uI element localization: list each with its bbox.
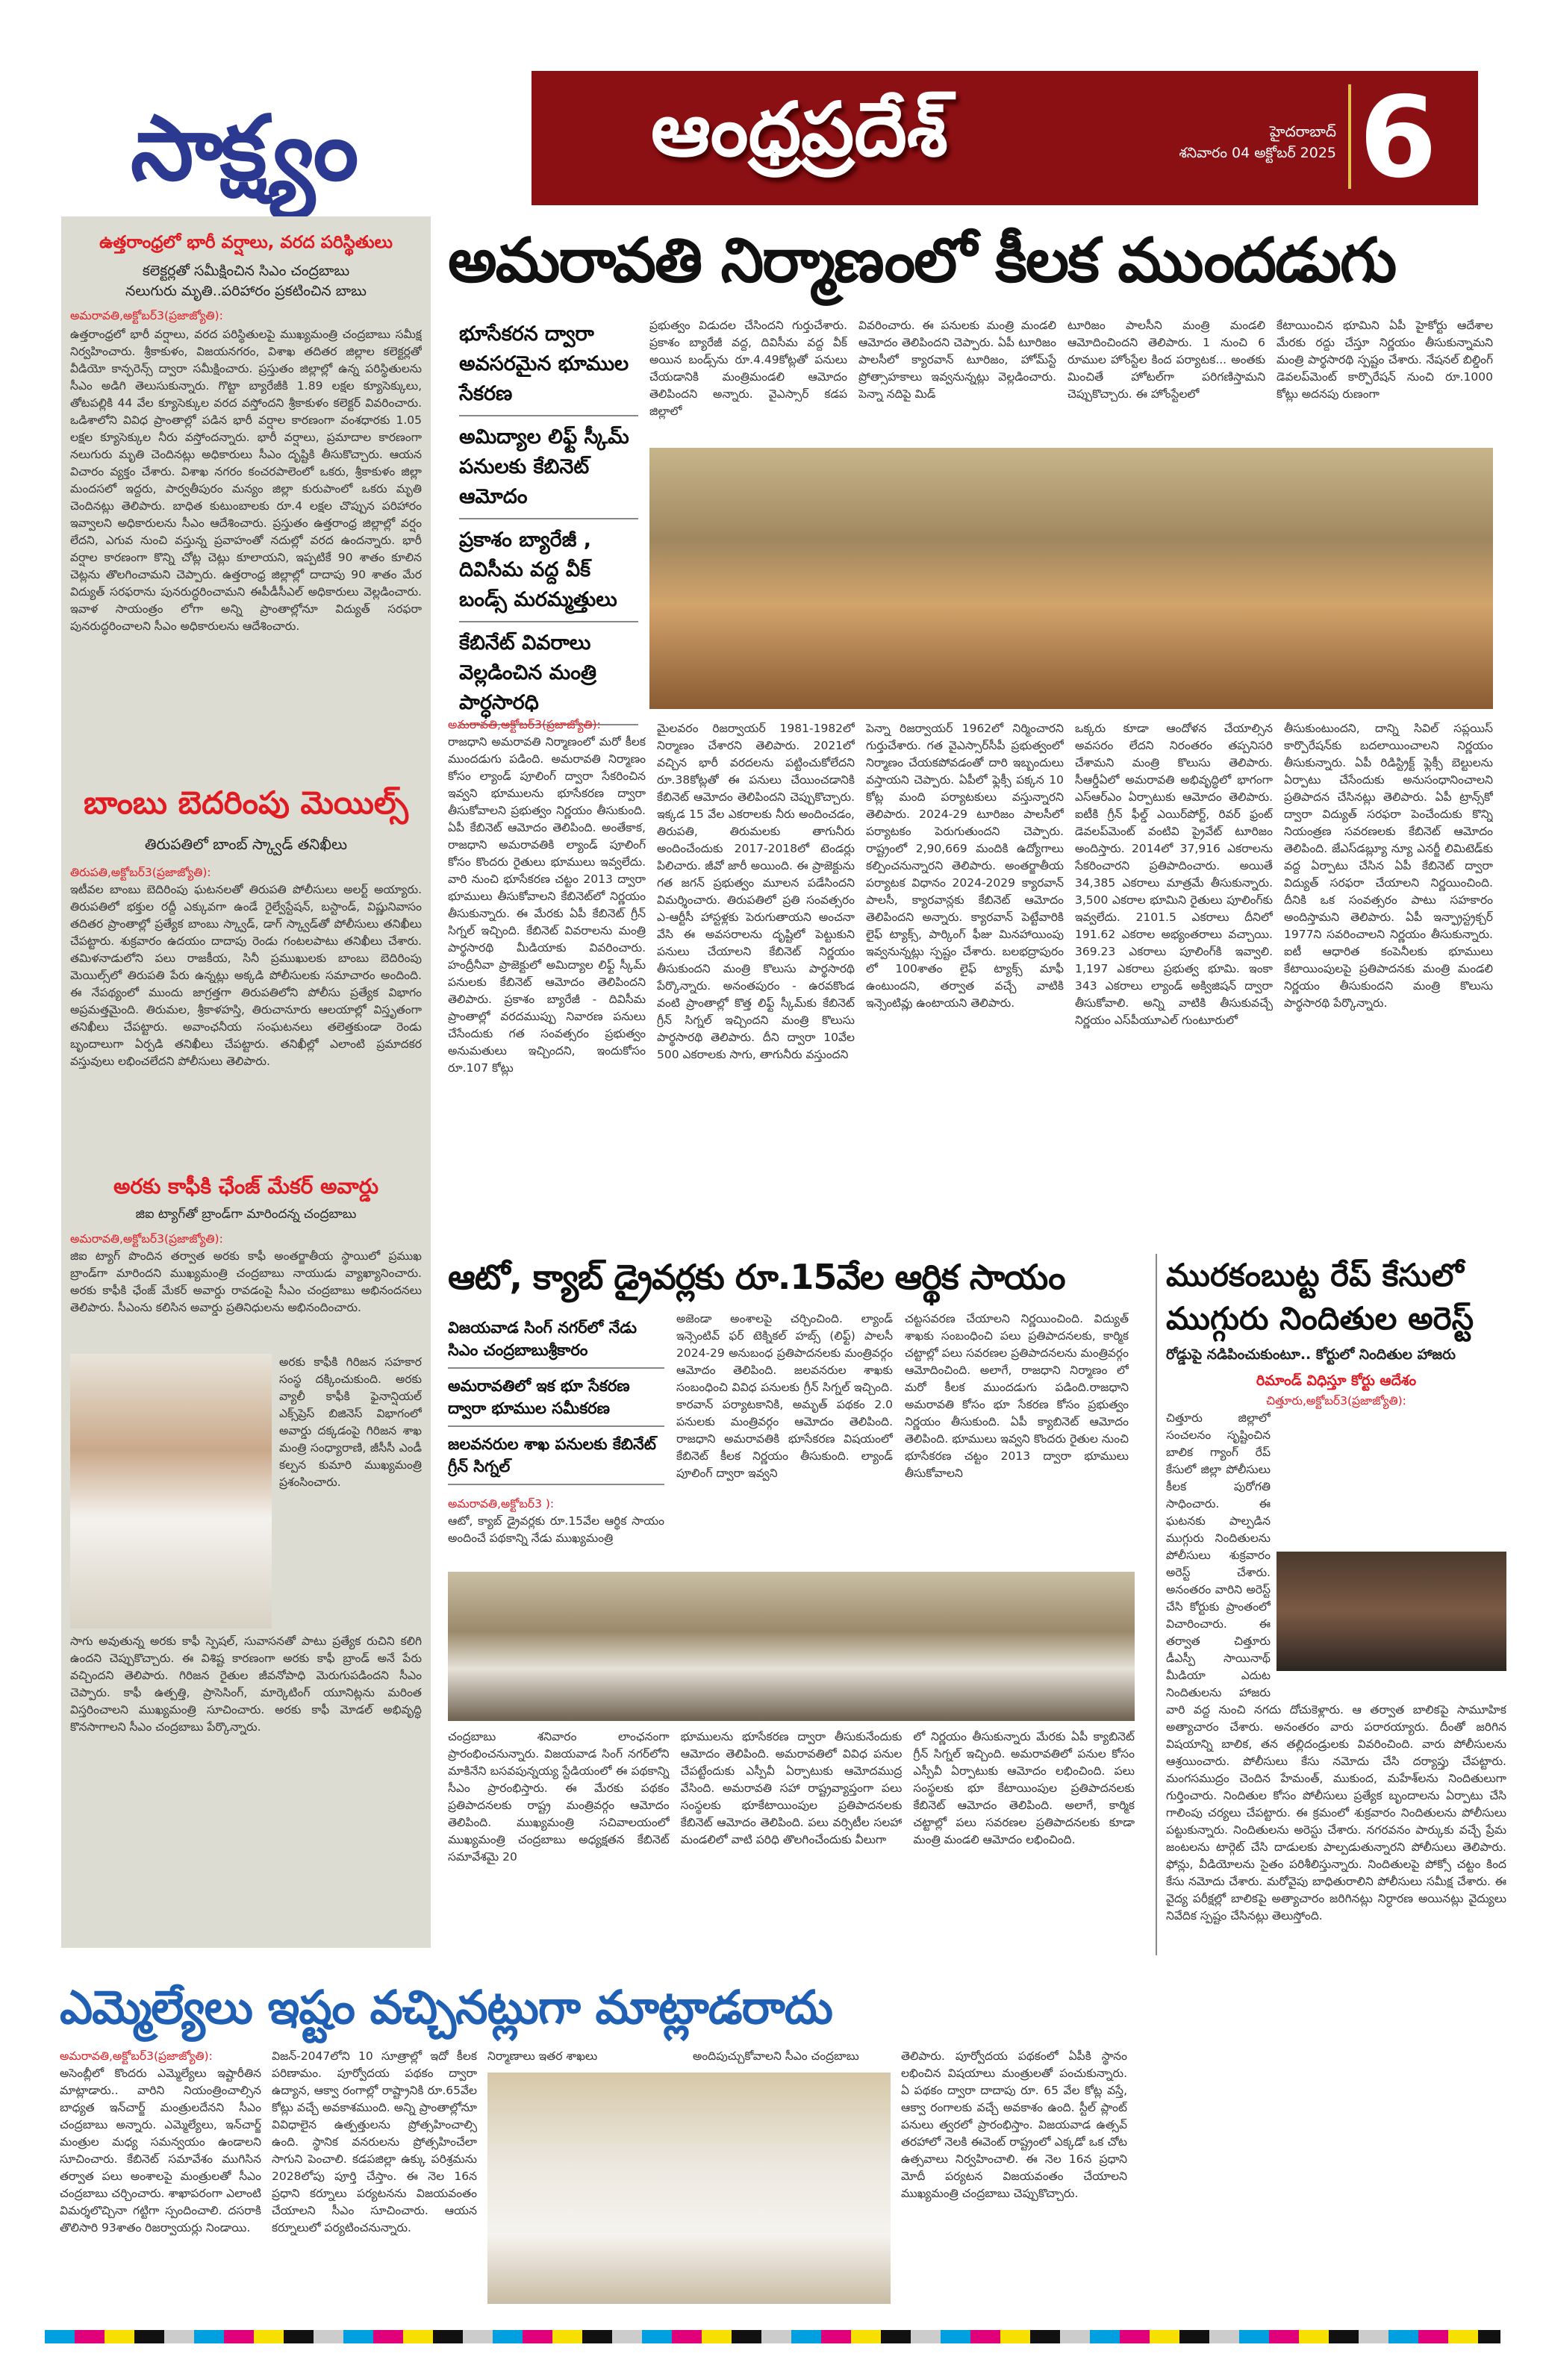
mla-column: అందిపుచ్చుకోవాలని సీఎం చంద్రబాబు: [693, 2049, 859, 2063]
story-headline: అరకు కాఫీకి ఛేంజ్ మేకర్ అవార్డు: [113, 1174, 379, 1199]
photo-chief-minister-speaking: [487, 2073, 891, 2304]
auto-subhead: అమరావతిలో ఇక భూ సేకరణ ద్వారా భూముల సమీకరణ: [448, 1369, 664, 1427]
auto-column: ఆటో, క్యాబ్ డ్రైవర్లకు రూ.15వేల ఆర్థిక సాయం అందించే పథకాన్ని నేడు ముఖ్యమంత్రి: [448, 1514, 664, 1545]
lead-headline: అమరావతి నిర్మాణంలో కీలక ముందడుగు: [448, 225, 1396, 296]
auto-subhead: విజయవాడ సింగ్ నగర్‌లో నేడు సిఎం చంద్రబాబుశ్రీకారం: [448, 1311, 664, 1369]
edition-city: హైదరాబాద్: [1269, 122, 1336, 140]
lead-column: పెన్నా రిజర్వాయర్ 1962లో నిర్మించారని గుర్తుచేశారు. గత వైఎస్సార్‌సీపీ ప్రభుత్వంలో నిర్మాణం చేయకపోవడంతో దారి ఇబ్బందులు వస్తాయని చెప్పారు. ఏపీలో ఫ్లెక్సీ పక్కన 10 కోట్ల మంది పర్యాటకులు వస్తున్నారని తెలిపారు. 2024-29 టూరిజం పాలసీలో పర్యాటకం పెరుగుతుందని చెప్పారు. రాష్ట్రంలో 2,90,669 మందికి ఉద్యోగాలు కల్పించనున్నారని తెలిపారు. అంతర్జాతీయ పర్యాటక విధానం 2024-2029 క్యారవాన్ పాలసీ, క్యారవాన్లకు కేబినెట్ ఆమోదం తెలిపిందని అన్నారు. క్యారవాన్ పెట్టేవారికి లైఫ్ ట్యాక్స్, పార్కింగ్ ఫీజు మినహాయింపు ఇవ్వనున్నట్లు స్పష్టం చేశారు. బలభద్రాపురం లో 100శాతం లైఫ్ ట్యాక్స్ మాఫీ ఉంటుందని, తర్వాత వచ్చే వాటికి ఇన్సెంటివ్లు ఉంటాయని తెలిపారు.: [866, 722, 1064, 1010]
story-body: జిఐ ట్యాగ్ పొందిన తర్వాత అరకు కాఫీ అంతర్జాతీయ స్థాయిలో ప్రముఖ బ్రాండ్‌గా మారిందని ముఖ్యమంత్రి చంద్రబాబు నాయుడు వ్యాఖ్యానించారు. అరకు కాఫీకి ఛేంజ్ మేకర్ అవార్డు రావడంపై సీఎం చంద్రబాబు అభినందనలు తెలిపారు. సీఎంను కలిసిన అవార్డు ప్రతినిధులను అభినందించారు.: [70, 1249, 422, 1314]
edition-date: శనివారం 04 అక్టోబర్ 2025: [1179, 145, 1336, 161]
section-title: ఆంధ్రప్రదేశ్: [651, 86, 948, 173]
auto-headline: ఆటో, క్యాబ్ డ్రైవర్లకు రూ.15వేల ఆర్థిక సాయం: [448, 1257, 1065, 1297]
story-subhead: జిఐ ట్యాగ్‌తో బ్రాండ్‌గా మారిందన్న చంద్రబాబు: [135, 1207, 357, 1222]
auto-column: చట్టసవరణ చేయాలని నిర్ణయించింది. విద్యుత్ శాఖకు సంబంధించి పలు ప్రతిపాదనలకు, కార్మిక చట్టాల్లో పలు సవరణల ప్రతిపాదనలను మంత్రివర్గం ఆమోదించింది. అలాగే, రాజధాని నిర్మాణం లో మరో కీలక ముందడుగు పడింది.రాజధాని అమరావతి కోసం భూ సేకరణ కోసం ప్రభుత్వం నిర్ణయం తీసుకుంది. ఏపీ క్యాబినెట్ ఆమోదం తెలిపింది. భూములు ఇవ్వని కొందరు రైతుల నుంచి భూసేకరణ చట్టం 2013 ద్వారా భూములు తీసుకోవాలని: [905, 1312, 1129, 1480]
dateline: తిరుపతి,అక్టోబర్3(ప్రజాజ్యోతి):: [70, 866, 211, 879]
lead-column: టూరిజం పాలసీని మంత్రి మండలి ఆమోదించిందని తెలిపారు. 1 నుంచి 6 రూముల హోంస్టేల కింద పర్యాటక... అంతకు మించితే హోటల్‌గా పరిగణిస్తామని చెప్పుకొచ్చారు. ఈ హోంస్టేలలో: [1067, 319, 1265, 401]
story-subhead: కలెక్టర్లతో సమీక్షించిన సిఎం చంద్రబాబు: [142, 263, 350, 279]
auto-story: [448, 1254, 1135, 1955]
story-subhead: నలుగురు మృతి..పరిహారం ప్రకటించిన బాబు: [125, 283, 367, 299]
edition-meta: [1179, 120, 1336, 163]
crime-headline: మురకంబుట్ట రేప్ కేసులో ముగ్గురు నిందితుల అరెస్ట్: [1166, 1257, 1474, 1337]
auto-column: అజెండా అంశాలపై చర్చించింది. ల్యాండ్ ఇన్సెంటివ్ ఫర్ టెక్నికల్ హబ్స్ (లిఫ్ట్) పాలసీ 2024-29 అనుబంధ ప్రతిపాదనలకు మంత్రివర్గం ఆమోదం తెలిపింది. జలవనరుల శాఖకు సంబంధించి వివిధ పనులకు గ్రీన్ సిగ్నల్ ఇచ్చింది. కారవాన్ పర్యాటకానికి, అమృత్ పథకం 2.0 పనులకు మంత్రివర్గం ఆమోదం తెలిపింది. రాజధాని అమరావతికి భూసేకరణ విషయంలో కేబినెట్ కీలక నిర్ణయం తీసుకుంది. ల్యాండ్ పూలింగ్ ద్వారా ఇవ్వని: [676, 1312, 893, 1480]
photo-chief-minister: [70, 1354, 272, 1628]
story-body: సాగు అవుతున్న అరకు కాఫీ స్పెషల్, సువాసనతో పాటు ప్రత్యేక రుచిని కలిగి ఉందని చెప్పుకొచ్చారు. ఈ విశిష్ట కారణంగా అరకు కాఫీ బ్రాండ్ అనే పేరు వచ్చిందని తెలిపారు. గిరిజన రైతుల జీవనోపాధి మెరుగుపడిందని సీఎం చెప్పారు. కాఫీ ఉత్పత్తి, ప్రాసెసింగ్, మార్కెటింగ్ యూనిట్లను మరింత విస్తరించాలని ముఖ్యమంత్రి సూచించారు. అరకు కాఫీ మోడల్ అభివృద్ధి కొనసాగాలని సీఎం చంద్రబాబు పేర్కొన్నారు.: [70, 1634, 422, 1734]
story-subhead: తిరుపతిలో బాంబ్ స్క్వాడ్ తనిఖీలు: [144, 835, 348, 853]
dateline: అమరావతి,అక్టోబర్3(ప్రజాజ్యోతి):: [60, 2049, 213, 2063]
sidebar-column: [61, 216, 431, 1948]
newspaper-logo: సాక్ష్యం: [131, 97, 356, 201]
dateline: చిత్తూరు,అక్టోబర్3(ప్రజాజ్యోతి):: [1266, 1394, 1406, 1408]
lead-subheads: [459, 313, 638, 725]
lead-column: మైలవరం రిజర్వాయర్ 1981-1982లో నిర్మాణం చేశారని తెలిపారు. 2021లో వచ్చిన భారీ వరదలను పట్టించుకోలేదని రూ.38కోట్లతో ఈ పనులు చేయించడానికి కేబినెట్ ఆమోదం తెలిపిందని చెప్పుకొచ్చారు. ఇక్కడ 15 వేల ఎకరాలకు నీరు అందించడం, తిరుపతి, తిరుమలకు తాగునీరు అందించేందుకు 2017-2018లో టెండర్లు పిలిచారు. జీవో జారీ అయింది. ఈ ప్రాజెక్టును గత జగన్ ప్రభుత్వం మూలన పడేసిందని విమర్శించారు. తిరుపతిలో ప్రతి సంవత్సరం ఎ-ఆర్టీసీ హాస్టళ్లకు పెరుగుతాయని అంచనా వేసి ఈ అవసరాలను దృష్టిలో పెట్టుకుని పనులు చేయాలని కేబినెట్ నిర్ణయం తీసుకుందని మంత్రి కొలుసు పార్థసారథి పేర్కొన్నారు. అనంతపురం - ఉరవకొండ వంటి ప్రాంతాల్లో కొత్త లిఫ్ట్ స్కీమ్‌కు కేబినెట్ గ్రీన్ సిగ్నల్ ఇచ్చిందని మంత్రి కొలుసు పార్థసారథి తెలిపారు. దీని ద్వారా 10వేల 500 ఎకరాలకు సాగు, తాగునీరు వస్తుందని: [657, 722, 855, 1061]
section-banner: [532, 71, 1478, 205]
lead-subhead: భూసేకరన ద్వారా అవసరమైన భూముల సేకరణ: [459, 313, 638, 416]
mla-column: అసెంబ్లీలో కొందరు ఎమ్మెల్యేలు ఇష్టారీతిన మాట్లాడారు.. వారిని నియంత్రించాల్సిన బాధ్యత ఇన్‌చార్జ్ మంత్రులదేనని సీఎం చంద్రబాబు అన్నారు. ఎమ్మెల్యేలు, ఇన్‌చార్జ్ మంత్రుల మధ్య సమన్వయం ఉండాలని సూచించారు. కేబినెట్ సమావేశం ముగిసిన తర్వాత పలు అంశాలపై మంత్రులతో సీఎం చంద్రబాబు చర్చించారు. శాఖాపరంగా ఎలాంటి విమర్శలొచ్చినా గట్టిగా స్పందించాలి. దసరాకి తొలిసారి 93శాతం రిజర్వాయర్లు నిండాయి.: [60, 2067, 261, 2234]
auto-column: లో నిర్ణయం తీసుకున్నారు మేరకు ఏపీ క్యాబినెట్ గ్రీన్ సిగ్నల్ ఇచ్చింది. అమరావతిలో పనుల కోసం ఎస్పీవీ ఏర్పాటుకు ఆమోదం లభించింది. పలు సంస్థలకు భూ కేటాయింపుల ప్రతిపాదనలకు కేబినెట్ ఆమోదం తెలిపింది. అలాగే, కార్మిక చట్టాల్లో పలు సవరణల ప్రతిపాదనలకు కూడా మంత్రి మండలి ఆమోదం లభించింది.: [913, 1730, 1135, 1846]
lead-subhead: ప్రకాశం బ్యారేజీ , దివిసీమ వద్ద వీక్ బండ్స్ మరమ్మత్తులు: [459, 519, 638, 622]
dateline: అమరావతి,అక్టోబర్3(ప్రజాజ్యోతి):: [70, 309, 223, 322]
dateline: అమరావతి,అక్టోబర్3 ):: [448, 1497, 555, 1511]
auto-column: భూములను భూసేకరణ ద్వారా తీసుకునేందుకు ఆమోదం తెలిపింది. అమరావతిలో వివిధ పనుల చేపట్టేందుకు ఎస్పీవీ ఏర్పాటుకు ఆమోదముద్ర వేసింది. అమరావతి సహా రాష్ట్రవ్యాప్తంగా పలు సంస్థలకు భూకేటాయింపుల ప్రతిపాదనలకు కేబినెట్ ఆమోదం తెలిపింది. పలు వర్సిటీల సలహా మండలిలో వాటి పరిధి తొలగించేందుకు వీలుగా: [680, 1730, 903, 1846]
dateline: అమరావతి,అక్టోబర్3(ప్రజాజ్యోతి):: [70, 1232, 223, 1246]
photo-cabinet-table: [448, 1572, 1135, 1721]
lead-column: ఒక్కరు కూడా ఆందోళన చేయాల్సిన అవసరం లేదని నిరంతరం తప్పనిసరి చేశామని మంత్రి కొలుసు తెలిపారు. సీఆర్డీఏలో అమరావతి అభివృద్ధిలో భాగంగా ఎస్ఆర్ఎం ఏర్పాటుకు ఆమోదం తెలిపారు. ఐటీకి గ్రీన్ ఫీల్డ్ ఎయిర్‌పోర్ట్, రివర్ ఫ్రంట్ డెవలప్‌మెంట్ వంటివి ప్రైవేట్ టూరిజం అందిస్తారు. 2014లో 37,916 ఎకరాలను సేకరించారని ప్రతిపాదించారు. అయితే 34,385 ఎకరాలు మాత్రమే తీసుకున్నారు. 3,500 ఎకరాల భూమిని రైతులు పూలింగ్‌కు ఇవ్వలేదు. 2101.5 ఎకరాలు దీనిలో 191.62 ఎకరాల అభ్యంతరాలు వచ్చాయి. 369.23 ఎకరాలు పూలింగ్‌కి ఇవ్వాలి. 1,197 ఎకరాలు ప్రభుత్వ భూమి. ఇంకా 343 ఎకరాలు ల్యాండ్ అక్విజిషన్ ద్వారా తీసుకోవాలి. అన్ని వాటికి తీసుకువచ్చే నిర్ణయం ఎస్‌పీయూఎల్ గుంటూరులో: [1075, 722, 1273, 1027]
story-body: ఉత్తరాంధ్రలో భారీ వర్షాలు, వరద పరిస్థితులపై ముఖ్యమంత్రి చంద్రబాబు సమీక్ష నిర్వహించారు. శ్రీకాకుళం, విజయనగరం, విశాఖ తదితర జిల్లాల కలెక్టర్లతో వీడియో కాన్ఫరెన్స్ ద్వారా సమీక్షించారు. ప్రస్తుతం జిల్లాల్లో ఉన్న పరిస్థితులను సీఎం అడిగి తెలుసుకున్నారు. గొట్టా బ్యారేజీకి 1.89 లక్షల క్యూసెక్కులు, తోటపల్లికి 44 వేల క్యూసెక్కుల వరద వస్తోందని శ్రీకాకుళం కలెక్టర్ వివరించారు. ఒడిశాలోని వివిధ ప్రాంతాల్లో పడిన భారీ వర్షాల కారణంగా వంశధారకు 1.05 లక్షల క్యూసెక్కుల నీరు వస్తోందన్నారు. భారీ వర్షాలు, ప్రమాదాల కారణంగా నలుగురు మృతి చెందినట్లు అధికారులు సీఎం దృష్టికి తీసుకొచ్చారు. ఆయన విచారం వ్యక్తం చేశారు. విశాఖ నగరం కంచరపాలెంలో ఒకరు, శ్రీకాకుళం జిల్లా మందసలో ఇద్దరు, పార్వతీపురం మన్యం జిల్లా కురుపాంలో ఒకరు మృతి చెందినట్లు తెలిపారు. బాధిత కుటుంబాలకు రూ.4 లక్షల చొప్పున పరిహారం ఇవ్వాలని అధికారులను సీఎం ఆదేశించారు. ప్రస్తుతం ఉత్తరాంధ్ర జిల్లాల్లో వర్షం లేదని, ఎగువ నుంచి వస్తున్న ప్రవాహంతో నదుల్లో వరద ఉందన్నారు. భారీ వర్షాల కారణంగా కొన్ని చోట్ల చెట్లు కూలాయని, ఇప్పటికే 90 శాతం కూలిన చెట్లను తొలగించామని చెప్పారు. ఉత్తరాంధ్ర జిల్లాల్లో దాదాపు 90 శాతం మేర విద్యుత్ సరఫరాను పునరుద్ధరించామని ఈపీడీసీఎల్ అధికారులు వెల్లడించారు. ఇవాళ సాయంత్రం లోగా అన్ని ప్రాంతాల్లోనూ విద్యుత్ సరఫరా పునరుద్ధరించాలని సీఎం అధికారులను ఆదేశించారు.: [70, 328, 422, 633]
photo-accused: [1277, 1552, 1506, 1671]
mla-column: నిర్మాణాలు ఇతర శాఖలు: [487, 2049, 598, 2063]
crime-kicker: రిమాండ్ విధిస్తూ కోర్టు ఆదేశం: [1256, 1372, 1417, 1389]
dateline: అమరావతి,అక్టోబర్3(ప్రజాజ్యోతి):: [448, 718, 601, 731]
lead-column: వివరించారు. ఈ పనులకు మంత్రి మండలి ఆమోదం తెలిపిందని చెప్పారు. ఏపీ టూరిజం పాలసీలో క్యారవాన్ టూరిజం, హోమ్‌స్టే ప్రోత్సాహకాలు ఇవ్వనున్నట్లు వెల్లడించారు. పెన్నా నదిపై మిడ్: [858, 319, 1056, 401]
story-body: ఇటీవల బాంబు బెదిరింపు ఘటనలతో తిరుపతి పోలీసులు అలర్ట్ అయ్యారు. తిరుపతిలో భక్తుల రద్దీ ఎక్కువగా ఉండే రైల్వేస్టేషన్, బస్టాండ్, విష్ణునివాసం తదితర ప్రాంతాల్లో ప్రత్యేక బాంబు స్క్వాడ్, డాగ్ స్క్వాడ్‌తో పోలీసులు తనిఖీలు చేపట్టారు. శుక్రవారం ఉదయం దాదాపు రెండు గంటలపాటు తనిఖీలు చేశారు. తమిళనాడులోని పలు రాజకీయ, సినీ ప్రముఖులకు బాంబు బెదిరింపు మెయిల్స్‌లో తిరుపతి పేరు ఉన్నట్లు అక్కడి పోలీసులకు సమాచారం అందింది. ఈ నేపథ్యంలో ముందు జాగ్రత్తగా తిరుపతిలోని పోలీసు ప్రత్యేక విభాగం అప్రమత్తమైంది. తిరుమల, శ్రీకాళహస్తి, తిరుచానూరు ఆలయాల్లో విస్తృతంగా తనిఖీలు చేపట్టారు. అవాంఛనీయ సంఘటనలు తలెత్తకుండా రెండు బృందాలుగా ఏర్పడి తనిఖీలు చేపట్టారు. తనిఖీల్లో ఎలాంటి ప్రమాదకర వస్తువులు లభించలేదని పోలీసులు తెలిపారు.: [70, 883, 422, 1068]
page-number: 6: [1359, 73, 1437, 203]
mla-column: విజన్-2047లోని 10 సూత్రాల్లో ఇదో కీలక పరిణామం. పూర్వోదయ పథకం ద్వారా ఉద్యాన, ఆక్వా రంగాల్లో రాష్ట్రానికి రూ.65వేల కోట్లు వచ్చే అవకాశముంది. అన్ని ప్రాంతాల్లోనూ వివిధాలైన ఉత్పత్తులను ప్రోత్సహించాల్సి ఉంది. స్థానిక వనరులను ప్రోత్సహించేలా సాగుని పెంచాలి. కడపజిల్లా ఉక్కు పరిశ్రమను 2028లోపు పూర్తి చేస్తాం. ఈ నెల 16న ప్రధాని కర్నూలు పర్యటనను విజయవంతం చేయాలని సీఎం సూచించారు. ఆయన కర్నూలులో పర్యటించనున్నారు.: [272, 2049, 477, 2234]
auto-column: చంద్రబాబు శనివారం లాంఛనంగా ప్రారంభించనున్నారు. విజయవాడ సింగ్ నగర్‌లోని మాకినేని బసవపున్నయ్య స్టేడియంలో ఈ పథకాన్ని సీఎం ప్రారంభిస్తారు. ఈ మేరకు పథకం ప్రతిపాదనలకు రాష్ట్ర మంత్రివర్గం ఆమోదం తెలిపింది. ముఖ్యమంత్రి సచివాలయంలో ముఖ్యమంత్రి చంద్రబాబు అధ్యక్షతన కేబినెట్ సమావేశమై 20: [448, 1730, 670, 1864]
print-registration-bar: [45, 2330, 1500, 2343]
lead-column: ప్రభుత్వం విడుదల చేసిందని గుర్తుచేశారు. ప్రకాశం బ్యారేజీ వద్ద, దివిసీమ వద్ద వీక్ అయిన బండ్స్‌ను రూ.4.49కోట్లతో పనులు చేయడానికి మంత్రిమండలి ఆమోదం తెలిపిందని అన్నారు. వైఎస్సార్ కడప జిల్లాలో: [649, 319, 847, 418]
lead-subhead: అమిద్యాల లిఫ్ట్ స్కీమ్ పనులకు కేబినెట్ ఆమోదం: [459, 416, 638, 519]
crime-body: చిత్తూరు జిల్లాలో సంచలనం సృష్టించిన బాలిక గ్యాంగ్ రేప్ కేసులో జిల్లా పోలీసులు కీలక పురోగతి సాధించారు. ఈ ఘటనకు పాల్పడిన ముగ్గురు నిందితులను పోలీసులు శుక్రవారం అరెస్ట్ చేశారు. అనంతరం వారిని అరెస్ట్ చేసి కోర్టుకు ప్రాంతంలో విచారించారు. ఈ తర్వాత చిత్తూరు డీఎస్పీ సాయినాథ్ మీడియా ఎదుట నిందితులను హాజరు: [1166, 1411, 1271, 1699]
lead-column: రాజధాని అమరావతి నిర్మాణంలో మరో కీలక ముందడుగు పడింది. అమరావతి నిర్మాణం కోసం ల్యాండ్ పూలింగ్ ద్వారా సేకరించిన ఇవ్వని భూములను భూసేకరణ ద్వారా తీసుకోవాలని ప్రభుత్వం నిర్ణయం తీసుకుంది. ఏపీ కేబినెట్ ఆమోదం తెలిపింది. అంతేకాక, రాజధాని అమరావతికి ల్యాండ్ పూలింగ్ కోసం కొందరు రైతులు భూములు ఇవ్వలేదు. వారి నుంచి భూసేకరణ చట్టం 2013 ద్వారా భూములు తీసుకోవాలని కేబినెట్‌లో నిర్ణయం తీసుకున్నారు. ఈ మేరకు ఏపీ కేబినెట్ గ్రీన్ సిగ్నల్ ఇచ్చింది. కేబినెట్ వివరాలను మంత్రి పార్థసారథి మీడియాకు వివరించారు. హంద్రీనీవా ప్రాజెక్టులో అమిద్యాల లిఫ్ట్ స్కీమ్ పనులకు కేబినెట్ ఆమోదం తెలిపిందని తెలిపారు. ప్రకాశం బ్యారేజీ - దివిసీమ ప్రాంతాల్లో వరదముప్పు నివారణ పనులు చేసేందుకు గత సంవత్సరం ప్రభుత్వం అనుమతులు ఇచ్చిందని, ఇందుకోసం రూ.107 కోట్లు: [448, 735, 646, 1075]
lead-column: తీసుకుంటుందని, దాన్ని సివిల్ సప్లయిస్ కార్పొరేషన్‌కు బదలాయించాలని నిర్ణయం తీసుకున్నారు. ఏపీ రిడిస్ట్రిక్ట్ ఫ్లెక్సీ బెల్టులను ఏర్పాటు చేసేందుకు అనుసంధానించాలని ప్రతిపాదన చేసినట్లు తెలిపారు. ఏపీ ట్రాన్స్‌కో ద్వారా విద్యుత్ సరఫరా పెంచేందుకు కొన్ని నియంత్రణ సవరణలకు కేబినెట్ ఆమోదం తెలిపింది. జేఎస్‌డబ్ల్యూ న్యూ ఎనర్జీ లిమిటెడ్‌కు వద్ద ఏర్పాటు చేసిన ఏపీ కేబినెట్ ద్వారా విద్యుత్ సరఫరా చేయాలని నిర్ణయించింది. దీనికి ఒక సంవత్సరం పాటు సహకారం అందిస్తామని తెలిపారు. ఏపీ ఇన్ఫ్రాస్ట్రక్చర్ 1977ని సవరించాలని నిర్ణయం తీసుకున్నారు. ఐటీ ఆధారిత కంపెనీలకు భూములు కేటాయింపులపై ప్రతిపాదనకు మంత్రి మండలి నిర్ణయం తీసుకుందని మంత్రి కొలుసు పార్థసారథి పేర్కొన్నారు.: [1284, 722, 1493, 1010]
story-body: అరకు కాఫీకి గిరిజన సహకార సంస్థ దక్కించుకుంది. అరకు వ్యాలీ కాఫీకి ఫైనాన్షియల్ ఎక్స్‌ప్రెస్ బిజినెస్ విభాగంలో అవార్డు దక్కడంపై గిరిజన శాఖ మంత్రి సంధ్యారాణి, జీసీసీ ఎండీ కల్పన కుమారి ముఖ్యమంత్రి ప్రశంసించారు.: [279, 1355, 422, 1489]
mla-story: [60, 1978, 1127, 2325]
crime-body: వారి వద్ద నుంచి నగదు దోచుకెళ్లారు. ఆ తర్వాత బాలికపై సామూహిక అత్యాచారం చేశారు. అనంతరం వారు పరారయ్యారు. దీంతో జరిగిన విషయాన్ని బాలిక, తన తల్లిదండ్రులకు వివరించింది. వారు పోలీసులను ఆశ్రయించారు. పోలీసులు కేసు నమోదు చేసి దర్యాప్తు చేపట్టారు. మంగసముద్రం చెందిన హేమంత్, ముకుంద, మహేశ్‌లను నిందితులుగా గుర్తించారు. నిందితుల కోసం పోలీసులు ప్రత్యేక బృందాలను ఏర్పాటు చేసి గాలింపు చర్యలు చేపట్టారు. ఈ క్రమంలో శుక్రవారం నిందితులను పోలీసులు పట్టుకున్నారు. నిందితులను అరెస్టు చేశారు. నగరవనం పార్కుకు వచ్చే ప్రేమ జంటలను టార్గెట్ చేసి దాడులకు పాల్పడుతున్నారని పోలీసులు తెలిపారు. ఫోన్లు, వీడియోలను సైతం పరిశీలిస్తున్నారు. నిందితులపై పోక్సో చట్టం కింద కేసు నమోదు చేశారు. మరోవైపు బాధితురాలిని పోలీసులు సమీక్ష చేశారు. ఈ వైద్య పరీక్షల్లో బాలికపై అత్యాచారం జరిగినట్లు నిర్ధారణ అయినట్లు వైద్యులు నివేదిక స్పష్టం చేసినట్లు తెలుస్తోంది.: [1166, 1703, 1506, 1923]
auto-subheads: [448, 1311, 664, 1564]
mla-column: తెలిపారు. పూర్వోదయ పథకంలో ఏపీకి స్థానం లభించిన విషయాలు మంత్రులతో పంచుకున్నారు. ఏ పథకం ద్వారా దాదాపు రూ. 65 వేల కోట్ల వస్తే, ఆక్వా రంగాలకు వచ్చే అవకాశం ఉంది. స్టీల్ ప్లాంట్ పనులు త్వరలో ప్రారంభిస్తాం. విజయవాడ ఉత్సవ్ తరహాలో నెలకి ఈవెంట్ రాష్ట్రంలో ఎక్కడో ఒక చోట ఉత్సవాలు నిర్వహించాలి. ఈ నెల 16న ప్రధాని మోదీ పర్యటన విజయవంతం చేయాలని ముఖ్యమంత్రి చంద్రబాబు చెప్పుకొచ్చారు.: [901, 2049, 1127, 2200]
banner-divider: [1348, 84, 1351, 189]
auto-subhead: జలవనరుల శాఖ పనులకు కేబినేట్ గ్రీన్ సిగ్నల్: [448, 1427, 664, 1485]
crime-subhead: రోడ్డుపై నడిపించుకుంటూ.. కోర్టులో నిందితుల హాజరు: [1166, 1346, 1456, 1363]
mla-headline: ఎమ్మెల్యేలు ఇష్టం వచ్చినట్లుగా మాట్లాడరాదు: [60, 1980, 832, 2034]
story-headline: బాంబు బెదరింపు మెయిల్స్: [84, 784, 408, 821]
lead-subhead: కేబినేట్ వివరాలు వెల్లడించిన మంత్రి పార్ధసారధి: [459, 622, 638, 725]
lead-column: కేటాయించిన భూమిని ఏపీ హైకోర్టు ఆదేశాల మేరకు రద్దు చేస్తూ నిర్ణయం తీసుకున్నామని మంత్రి పార్థసారథి స్పష్టం చేశారు. నేషనల్ బిల్డింగ్ డెవలప్‌మెంట్ కార్పొరేషన్ నుంచి రూ.1000 కోట్లు అదనపు రుణంగా: [1277, 319, 1493, 401]
photo-cabinet-meeting: [649, 448, 1493, 709]
story-kicker: ఉత్తరాంధ్రలో భారీ వర్షాలు, వరద పరిస్థితులు: [99, 233, 393, 252]
crime-story: [1156, 1254, 1506, 1955]
